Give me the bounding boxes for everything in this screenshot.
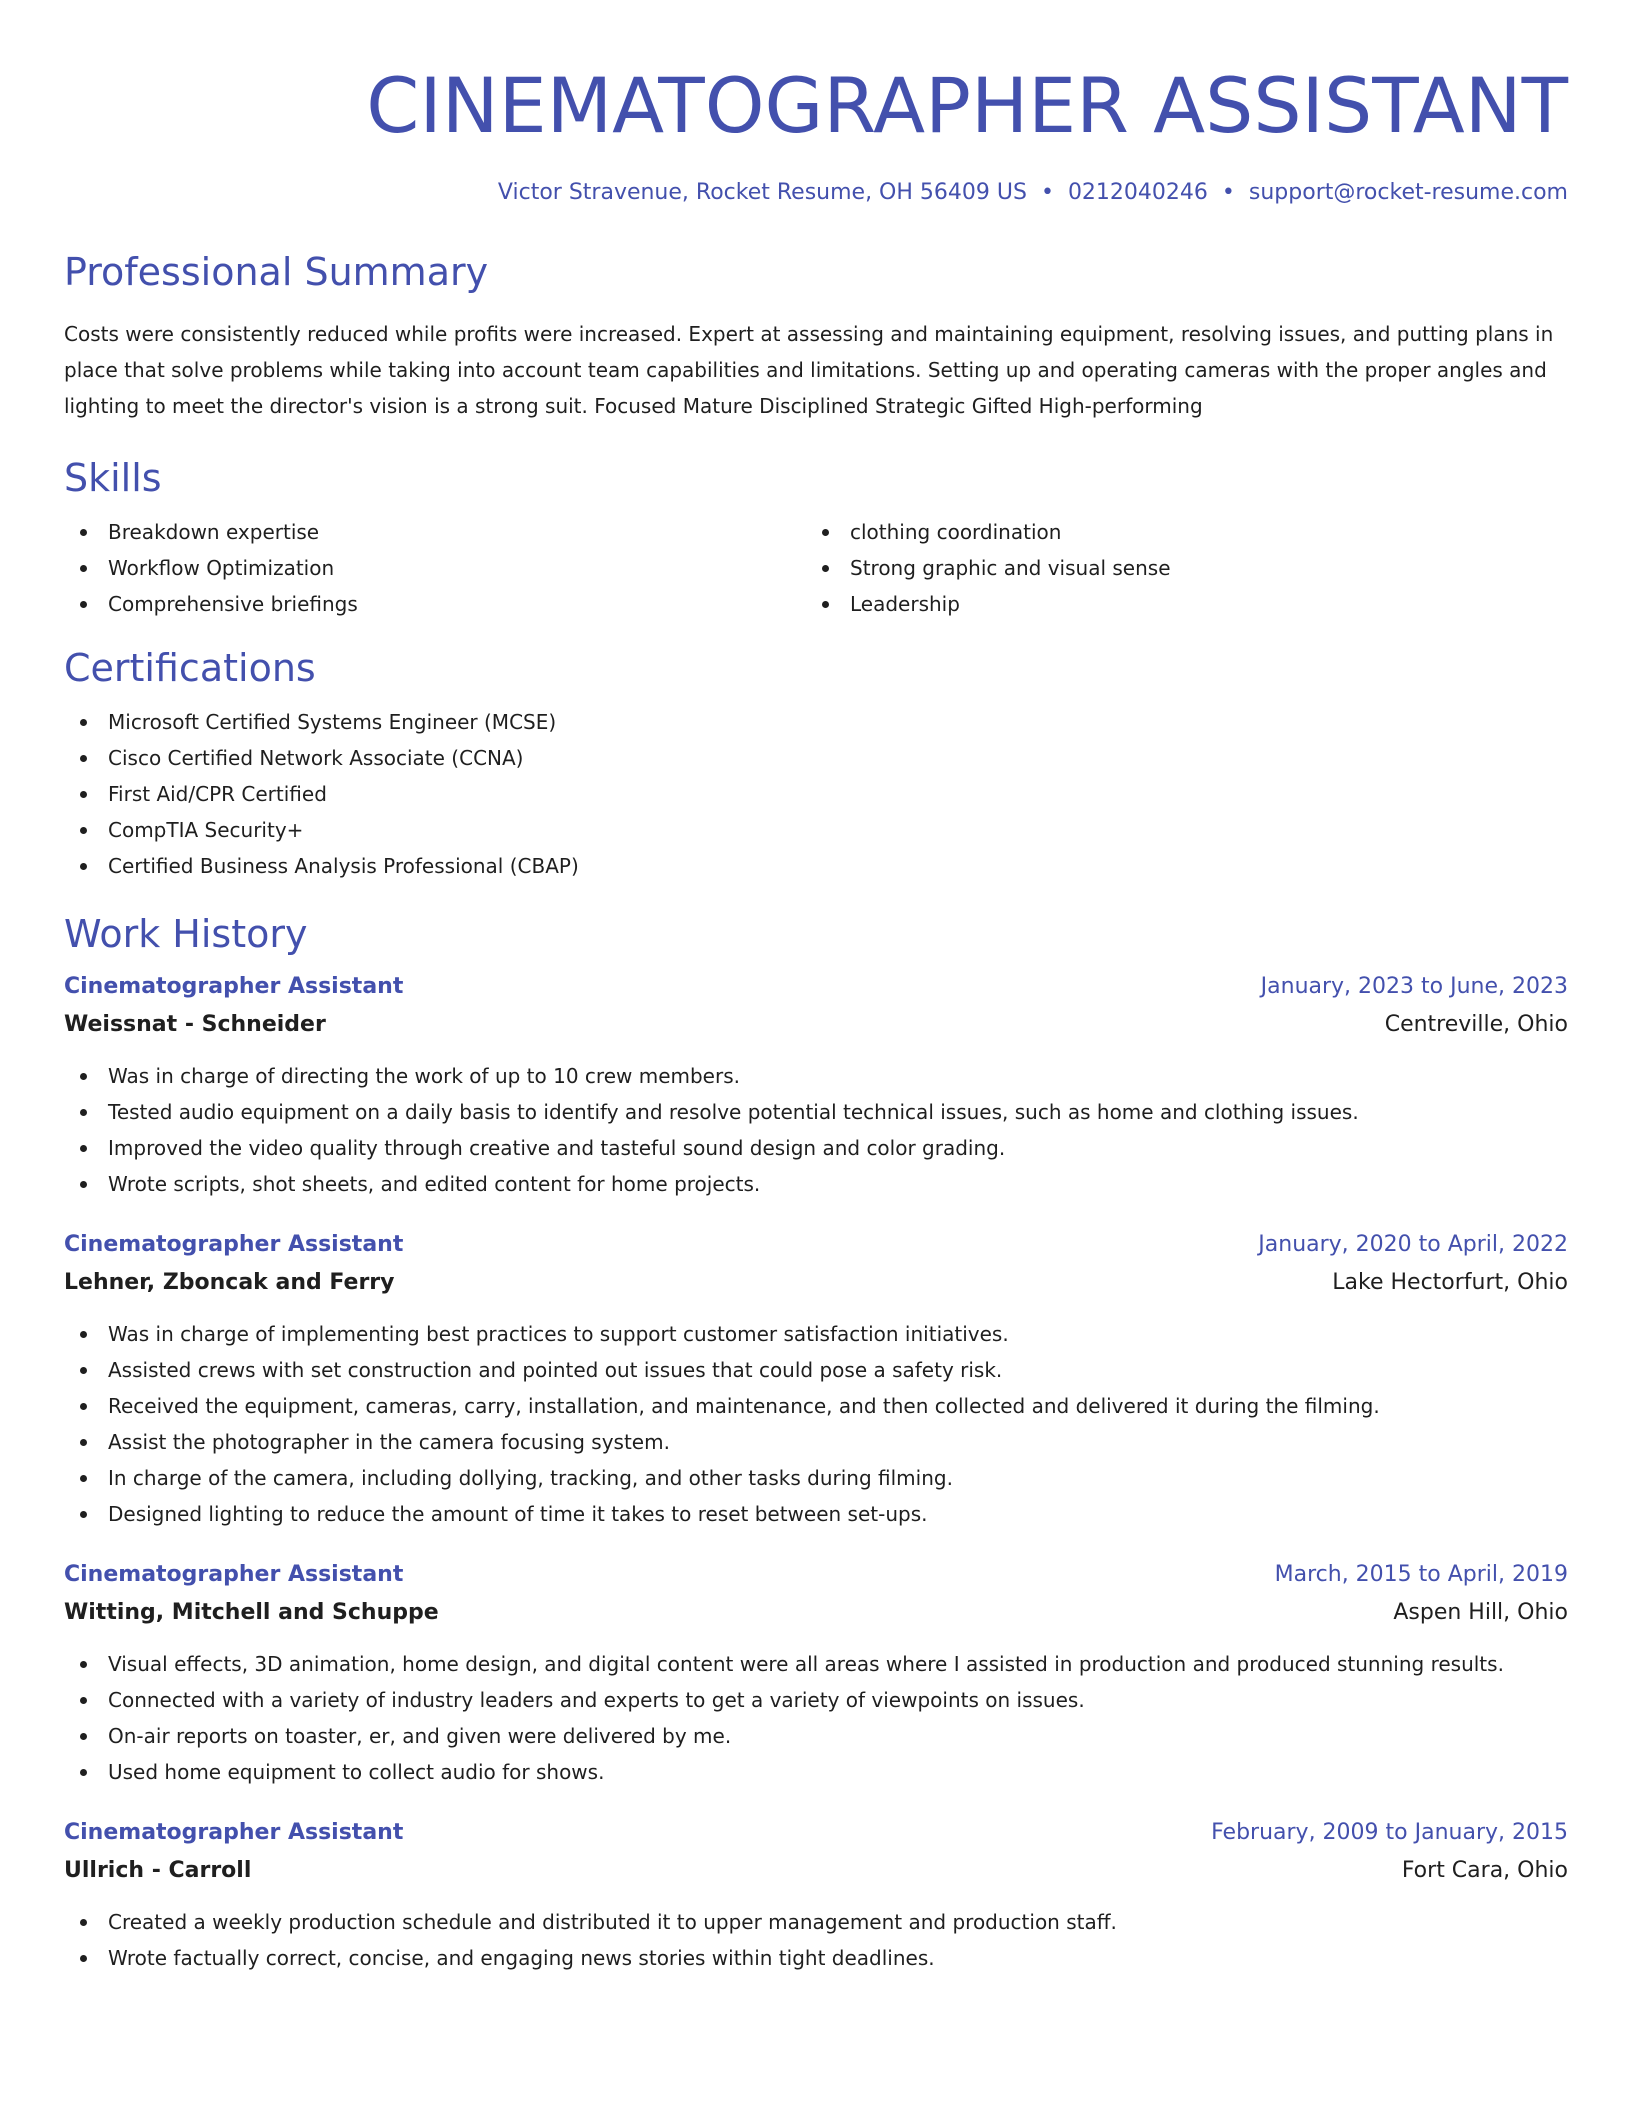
certifications-heading: Certifications [64,646,316,690]
job-header-row [64,1226,1568,1264]
job-dates: March, 2015 to April, 2019 [1274,1562,1568,1587]
job-bullet: Visual effects, 3D animation, home design, and digital content were all areas where I assisted in production and produced stunning results. [64,1646,1568,1682]
job-title: Cinematographer Assistant [64,974,404,999]
skill-item: Leadership [806,586,1548,622]
job-company: Lehner, Zboncak and Ferry [64,1270,395,1295]
job-company-row [64,1852,1568,1890]
job-company-row [64,1594,1568,1632]
job-entry [64,968,1568,1202]
certification-item: Microsoft Certified Systems Engineer (MCSE) [64,704,1568,740]
contact-separator: • [1221,180,1235,205]
job-location: Lake Hectorfurt, Ohio [1332,1270,1568,1295]
job-bullet: Connected with a variety of industry leaders and experts to get a variety of viewpoints on issues. [64,1682,1568,1718]
certification-item: First Aid/CPR Certified [64,776,1568,812]
job-bullets [64,1646,1568,1790]
job-bullet: In charge of the camera, including dollying, tracking, and other tasks during filming. [64,1460,1568,1496]
resume-name: CINEMATOGRAPHER ASSISTANT [366,61,1568,150]
contact-phone: 0212040246 [1067,180,1208,205]
skill-item: clothing coordination [806,514,1548,550]
skill-item: Workflow Optimization [64,550,806,586]
job-bullet: Received the equipment, cameras, carry, installation, and maintenance, and then collected and delivered it during the filming. [64,1388,1568,1424]
contact-email[interactable]: support@rocket-resume.com [1248,180,1568,205]
job-title: Cinematographer Assistant [64,1820,404,1845]
job-company-row [64,1006,1568,1044]
skill-item: Comprehensive briefings [64,586,806,622]
job-bullet: Was in charge of directing the work of up to 10 crew members. [64,1058,1568,1094]
job-company: Witting, Mitchell and Schuppe [64,1600,439,1625]
job-bullet: Used home equipment to collect audio for shows. [64,1754,1568,1790]
job-bullets [64,1058,1568,1202]
summary-text: Costs were consistently reduced while profits were increased. Expert at assessing and maintaining equipment, resolving issues, and putting plans in place that solve problems while taking into account team capabilities and limitations. Setting up and operating cameras with the proper angles and lighting to meet the director's vision is a strong suit. Focused Mature Disciplined Strategic Gifted High-performing [64,322,1554,418]
contact-separator: • [1040,180,1054,205]
job-company: Ullrich - Carroll [64,1858,252,1883]
skill-item: Breakdown expertise [64,514,806,550]
job-bullets [64,1904,1568,1976]
job-bullet: Improved the video quality through creative and tasteful sound design and color grading. [64,1130,1568,1166]
skill-item: Strong graphic and visual sense [806,550,1548,586]
job-entry [64,1556,1568,1790]
skills-list-left [64,514,806,622]
job-bullet: Designed lighting to reduce the amount of time it takes to reset between set-ups. [64,1496,1568,1532]
certification-item: CompTIA Security+ [64,812,1568,848]
contact-line [64,178,1568,208]
job-company: Weissnat - Schneider [64,1012,326,1037]
job-title: Cinematographer Assistant [64,1562,404,1587]
job-header-row [64,1556,1568,1594]
job-bullet: Wrote scripts, shot sheets, and edited content for home projects. [64,1166,1568,1202]
job-bullet: Assisted crews with set construction and pointed out issues that could pose a safety risk. [64,1352,1568,1388]
job-bullet: On-air reports on toaster, er, and given were delivered by me. [64,1718,1568,1754]
resume-page [64,0,1568,1976]
job-header-row [64,1814,1568,1852]
certification-item: Cisco Certified Network Associate (CCNA) [64,740,1568,776]
job-title: Cinematographer Assistant [64,1232,404,1257]
job-entry [64,1814,1568,1976]
job-entry [64,1226,1568,1532]
job-dates: January, 2023 to June, 2023 [1260,974,1568,999]
contact-address: Victor Stravenue, Rocket Resume, OH 56409 US [497,180,1027,205]
skills-list-right [806,514,1548,622]
job-bullet: Tested audio equipment on a daily basis to identify and resolve potential technical issues, such as home and clothing issues. [64,1094,1568,1130]
job-bullet: Assist the photographer in the camera focusing system. [64,1424,1568,1460]
summary-heading: Professional Summary [64,250,489,294]
certification-item: Certified Business Analysis Professional (CBAP) [64,848,1568,884]
job-bullet: Was in charge of implementing best practices to support customer satisfaction initiatives. [64,1316,1568,1352]
job-location: Fort Cara, Ohio [1401,1858,1568,1883]
skills-heading: Skills [64,456,162,500]
job-bullet: Created a weekly production schedule and distributed it to upper management and production staff. [64,1904,1568,1940]
certifications-list [64,704,1568,884]
job-dates: January, 2020 to April, 2022 [1258,1232,1568,1257]
job-header-row [64,968,1568,1006]
work-history-heading: Work History [64,912,308,956]
job-bullets [64,1316,1568,1532]
skills-grid [64,514,1568,622]
job-dates: February, 2009 to January, 2015 [1211,1820,1568,1845]
job-location: Centreville, Ohio [1384,1012,1568,1037]
job-bullet: Wrote factually correct, concise, and engaging news stories within tight deadlines. [64,1940,1568,1976]
job-location: Aspen Hill, Ohio [1393,1600,1568,1625]
job-company-row [64,1264,1568,1302]
